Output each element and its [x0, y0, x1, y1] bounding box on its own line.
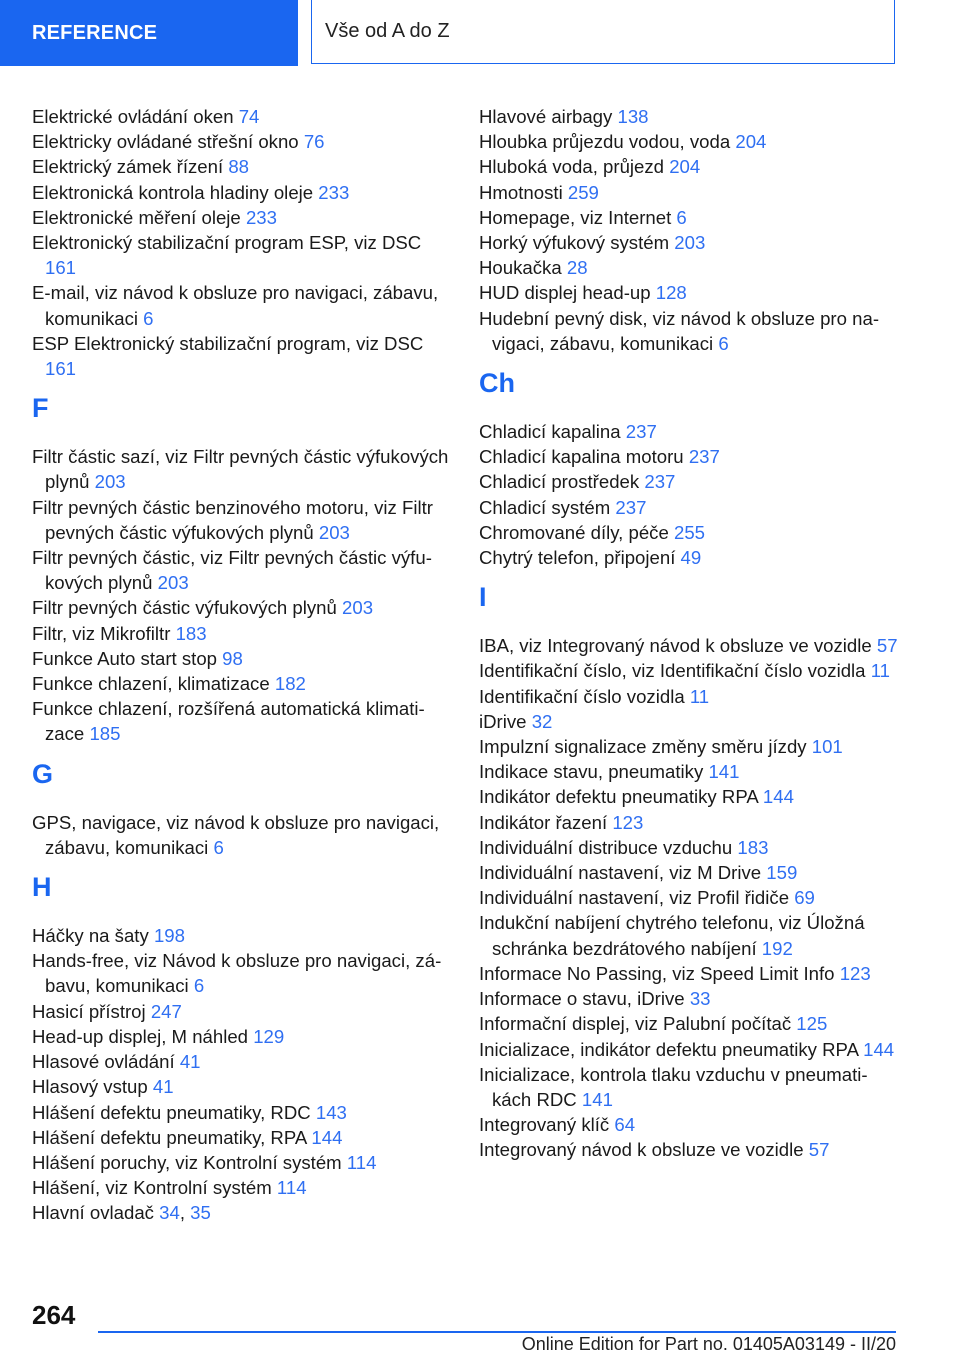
index-entry [479, 860, 899, 885]
page-reference-link[interactable]: 237 [615, 496, 647, 518]
index-term: Filtr částic sazí, viz Filtr pevných částic výfukových plynů [32, 446, 449, 493]
index-term: Funkce chlazení, rozšířená automatická klimatizace [32, 698, 425, 745]
index-term: Integrovaný klíč [479, 1114, 615, 1136]
page-reference-link[interactable]: 11 [689, 685, 710, 707]
index-term: Impulzní signalizace změny směru jízdy [479, 736, 812, 758]
page-reference-link[interactable]: 125 [796, 1013, 828, 1035]
index-entry [479, 306, 899, 356]
index-entry [479, 205, 899, 230]
index-entry [32, 331, 450, 381]
index-term: Hlasový vstup [32, 1076, 153, 1098]
index-entry [479, 734, 899, 759]
index-entry [32, 810, 450, 860]
page-reference-link[interactable]: 233 [318, 181, 350, 203]
page-reference-link[interactable]: 255 [674, 521, 706, 543]
index-term: Identifikační číslo, viz Identifikační číslo vozidla [479, 660, 871, 682]
index-term: Indikátor řazení [479, 811, 613, 833]
index-term: Funkce Auto start stop [32, 647, 223, 669]
section-tab: REFERENCE [0, 0, 298, 66]
index-term: Hlášení defektu pneumatiky, RPA [32, 1126, 312, 1148]
page-reference-link[interactable]: 138 [617, 106, 649, 127]
page-reference-link[interactable]: 128 [655, 282, 687, 304]
index-term: Individuální distribuce vzduchu [479, 836, 738, 858]
index-entry [32, 999, 450, 1024]
page-reference-link[interactable]: 185 [89, 723, 121, 745]
index-entry [32, 444, 450, 494]
index-term: Hlasové ovládání [32, 1051, 180, 1073]
index-entry [32, 545, 450, 595]
index-term: Chladicí prostředek [479, 471, 645, 493]
page-reference-link[interactable]: 192 [761, 937, 793, 959]
index-entry [479, 230, 899, 255]
page-reference-link[interactable]: 101 [811, 736, 843, 758]
index-term: Houkačka [479, 257, 567, 279]
index-entry [479, 910, 899, 960]
index-entry [479, 633, 899, 658]
index-entry [32, 1150, 450, 1175]
index-entry [32, 205, 450, 230]
index-entry [32, 621, 450, 646]
index-term: Integrovaný návod k obsluze ve vozidle [479, 1139, 809, 1161]
page-reference-link[interactable]: 6 [718, 332, 729, 354]
page-reference-link[interactable]: 129 [253, 1025, 285, 1047]
index-entry [32, 1024, 450, 1049]
page-reference-link[interactable]: 203 [94, 471, 126, 493]
page-reference-link[interactable]: 41 [179, 1051, 201, 1073]
page-reference-link[interactable]: 123 [612, 811, 644, 833]
index-entry [479, 545, 899, 570]
index-entry [32, 495, 450, 545]
index-entry [32, 1049, 450, 1074]
index-term: Filtr pevných částic výfukových plynů [32, 597, 343, 619]
index-term: Elektronický stabilizační program ESP, viz DSC [32, 232, 422, 254]
page-reference-link[interactable]: 161 [45, 358, 77, 380]
page-reference-link[interactable]: 204 [669, 156, 701, 178]
index-entry [479, 520, 899, 545]
index-entry [32, 1074, 450, 1099]
index-term: HUD displej head-up [479, 282, 656, 304]
index-term: IBA, viz Integrovaný návod k obsluze ve vozidle [479, 635, 877, 657]
index-entry [479, 104, 899, 129]
index-entry [479, 469, 899, 494]
page-reference-link[interactable]: 35 [190, 1202, 211, 1224]
index-term: Chladicí kapalina motoru [479, 446, 689, 468]
page-reference-link[interactable]: 159 [766, 862, 798, 884]
index-term: Hands-free, viz Návod k obsluze pro navigaci, zábavu, komunikaci [32, 950, 442, 997]
index-term: Indukční nabíjení chytrého telefonu, viz Úložná schránka bezdrátového nabíjení [479, 912, 865, 959]
page-reference-link[interactable]: 6 [213, 836, 224, 858]
page-reference-link[interactable]: 203 [342, 597, 374, 619]
index-entry [32, 646, 450, 671]
page-reference-link[interactable]: 6 [676, 206, 687, 228]
index-term: Inicializace, kontrola tlaku vzduchu v pneumatikách RDC [479, 1063, 868, 1110]
index-term: Informace o stavu, iDrive [479, 988, 690, 1010]
index-entry [32, 180, 450, 205]
index-letter-heading: F [32, 393, 49, 424]
index-entry [479, 885, 899, 910]
index-entry [32, 280, 450, 330]
index-term: Hudební pevný disk, viz návod k obsluze pro navigaci, zábavu, komunikaci [479, 307, 880, 354]
index-entry [479, 129, 899, 154]
index-term: Elektrický zámek řízení [32, 156, 229, 178]
index-term: Homepage, viz Internet [479, 206, 677, 228]
index-entry [479, 759, 899, 784]
index-entry [479, 835, 899, 860]
index-term: Chladicí kapalina [479, 421, 626, 443]
index-entry [32, 948, 450, 998]
chapter-title: Vše od A do Z [311, 0, 895, 64]
index-term: Hlavové airbagy [479, 106, 618, 127]
page-reference-link[interactable]: 88 [228, 156, 250, 178]
index-term: Hlášení poruchy, viz Kontrolní systém [32, 1151, 347, 1173]
index-term: ESP Elektronický stabilizační program, viz DSC [32, 332, 424, 354]
index-entry [479, 709, 899, 734]
index-entry [479, 961, 899, 986]
index-term: Hlášení, viz Kontrolní systém [32, 1177, 277, 1199]
page-reference-link[interactable]: 98 [222, 647, 243, 669]
index-column-left [32, 104, 450, 1226]
index-entry [479, 180, 899, 205]
index-entry [479, 1037, 899, 1062]
page-reference-link[interactable]: 143 [315, 1101, 347, 1123]
page-reference-link[interactable]: 74 [238, 106, 260, 127]
index-term: GPS, navigace, viz návod k obsluze pro navigaci, zábavu, komunikaci [32, 811, 440, 858]
page-reference-link[interactable]: 203 [157, 572, 189, 594]
page-reference-link[interactable]: 182 [274, 673, 306, 695]
index-entry [479, 419, 899, 444]
index-entry [32, 696, 450, 746]
page-reference-link[interactable]: 34 [159, 1202, 180, 1224]
index-term: Hlavní ovladač [32, 1202, 160, 1224]
page-separator: , [179, 1202, 191, 1224]
index-term: Informační displej, viz Palubní počítač [479, 1013, 797, 1035]
index-entry [32, 154, 450, 179]
index-term: Chromované díly, péče [479, 521, 674, 543]
index-term: Filtr, viz Mikrofiltr [32, 622, 176, 644]
page-reference-link[interactable]: 237 [625, 421, 657, 443]
page-reference-link[interactable]: 237 [688, 446, 720, 468]
index-term: E-mail, viz návod k obsluze pro navigaci, zábavu, komunikaci [32, 282, 439, 329]
page-reference-link[interactable]: 28 [566, 257, 588, 279]
index-term: Individuální nastavení, viz M Drive [479, 862, 767, 884]
page-reference-link[interactable]: 114 [346, 1151, 377, 1173]
page-reference-link[interactable]: 204 [735, 131, 767, 153]
page-reference-link[interactable]: 203 [674, 232, 706, 254]
index-letter-heading: Ch [479, 368, 515, 399]
page-reference-link[interactable]: 114 [276, 1177, 307, 1199]
page-reference-link[interactable]: 6 [143, 307, 154, 329]
index-term: Hasicí přístroj [32, 1000, 151, 1022]
index-term: Chytrý telefon, připojení [479, 547, 681, 569]
index-term: Informace No Passing, viz Speed Limit Info [479, 962, 840, 984]
index-term: Hlášení defektu pneumatiky, RDC [32, 1101, 316, 1123]
index-entry [479, 444, 899, 469]
page-reference-link[interactable]: 32 [531, 710, 553, 732]
page-reference-link[interactable]: 259 [567, 181, 599, 203]
index-term: Hloubka průjezdu vodou, voda [479, 131, 736, 153]
page-reference-link[interactable]: 49 [680, 547, 702, 569]
index-letter-heading: H [32, 872, 52, 903]
page-reference-link[interactable]: 233 [245, 206, 277, 228]
page-reference-link[interactable]: 57 [876, 635, 898, 657]
index-entry [32, 923, 450, 948]
page-reference-link[interactable]: 11 [870, 660, 890, 682]
index-entry [32, 1125, 450, 1150]
index-entry [32, 1100, 450, 1125]
page-reference-link[interactable]: 33 [689, 988, 711, 1010]
index-entry [479, 280, 899, 305]
page-reference-link[interactable]: 123 [839, 962, 871, 984]
index-term: Indikace stavu, pneumatiky [479, 761, 709, 783]
index-term: Indikátor defektu pneumatiky RPA [479, 786, 763, 808]
index-entry [479, 495, 899, 520]
page-reference-link[interactable]: 144 [311, 1126, 343, 1148]
index-entry [479, 1112, 899, 1137]
index-letter-heading: I [479, 582, 487, 613]
index-term: Elektronické měření oleje [32, 206, 246, 228]
index-term: Horký výfukový systém [479, 232, 675, 254]
footer-divider [98, 1331, 896, 1333]
page-reference-link[interactable]: 161 [45, 257, 77, 279]
edition-note: Online Edition for Part no. 01405A03149 - II/20 [521, 1334, 896, 1354]
index-term: Individuální nastavení, viz Profil řidiče [479, 887, 795, 909]
index-term: Elektronická kontrola hladiny oleje [32, 181, 319, 203]
index-letter-heading: G [32, 758, 54, 789]
page-reference-link[interactable]: 6 [193, 975, 205, 997]
index-entry [32, 1200, 450, 1225]
index-term: Hluboká voda, průjezd [479, 156, 670, 178]
index-entry [32, 1175, 450, 1200]
index-term: Identifikační číslo vozidla [479, 685, 690, 707]
index-term: Hmotnosti [479, 181, 568, 203]
index-term: Háčky na šaty [32, 925, 154, 947]
index-term: Elektrické ovládání oken [32, 106, 239, 127]
page-reference-link[interactable]: 144 [863, 1038, 895, 1060]
page-reference-link[interactable]: 141 [708, 761, 740, 783]
index-term: Elektricky ovládané střešní okno [32, 131, 304, 153]
index-term: Funkce chlazení, klimatizace [32, 673, 275, 695]
page-reference-link[interactable]: 41 [152, 1076, 174, 1098]
index-entry [479, 154, 899, 179]
index-term: Filtr pevných částic benzinového motoru, viz Filtr pevných částic výfukových plynů [32, 496, 433, 543]
index-entry [32, 595, 450, 620]
index-entry [479, 1062, 899, 1112]
page-reference-link[interactable]: 198 [153, 925, 185, 947]
page-reference-link[interactable]: 237 [644, 471, 676, 493]
page-reference-link[interactable]: 247 [150, 1000, 182, 1022]
index-entry [479, 684, 899, 709]
index-entry [479, 784, 899, 809]
index-term: iDrive [479, 710, 532, 732]
index-entry [479, 255, 899, 280]
index-entry [32, 129, 450, 154]
page-number: 264 [32, 1300, 76, 1330]
page-reference-link[interactable]: 203 [318, 521, 350, 543]
page-header [0, 0, 960, 66]
page-reference-link[interactable]: 183 [737, 836, 769, 858]
index-entry [479, 658, 899, 683]
index-entry [479, 986, 899, 1011]
page-reference-link[interactable]: 141 [581, 1088, 613, 1110]
index-entry [32, 671, 450, 696]
page-reference-link[interactable]: 64 [614, 1114, 636, 1136]
index-column-right [479, 104, 899, 1163]
index-entry [32, 230, 450, 280]
index-term: Head-up displej, M náhled [32, 1025, 254, 1047]
index-term: Chladicí systém [479, 496, 616, 518]
index-term: Filtr pevných částic, viz Filtr pevných částic výfukových plynů [32, 547, 432, 594]
index-entry [479, 1011, 899, 1036]
index-entry [479, 1137, 899, 1162]
page-reference-link[interactable]: 69 [794, 887, 815, 909]
page-reference-link[interactable]: 183 [175, 622, 207, 644]
index-term: Inicializace, indikátor defektu pneumatiky RPA [479, 1038, 864, 1060]
index-entry [32, 104, 450, 129]
index-entry [479, 810, 899, 835]
page-reference-link[interactable]: 76 [303, 131, 325, 153]
page-reference-link[interactable]: 144 [762, 786, 794, 808]
page-reference-link[interactable]: 57 [808, 1139, 830, 1161]
